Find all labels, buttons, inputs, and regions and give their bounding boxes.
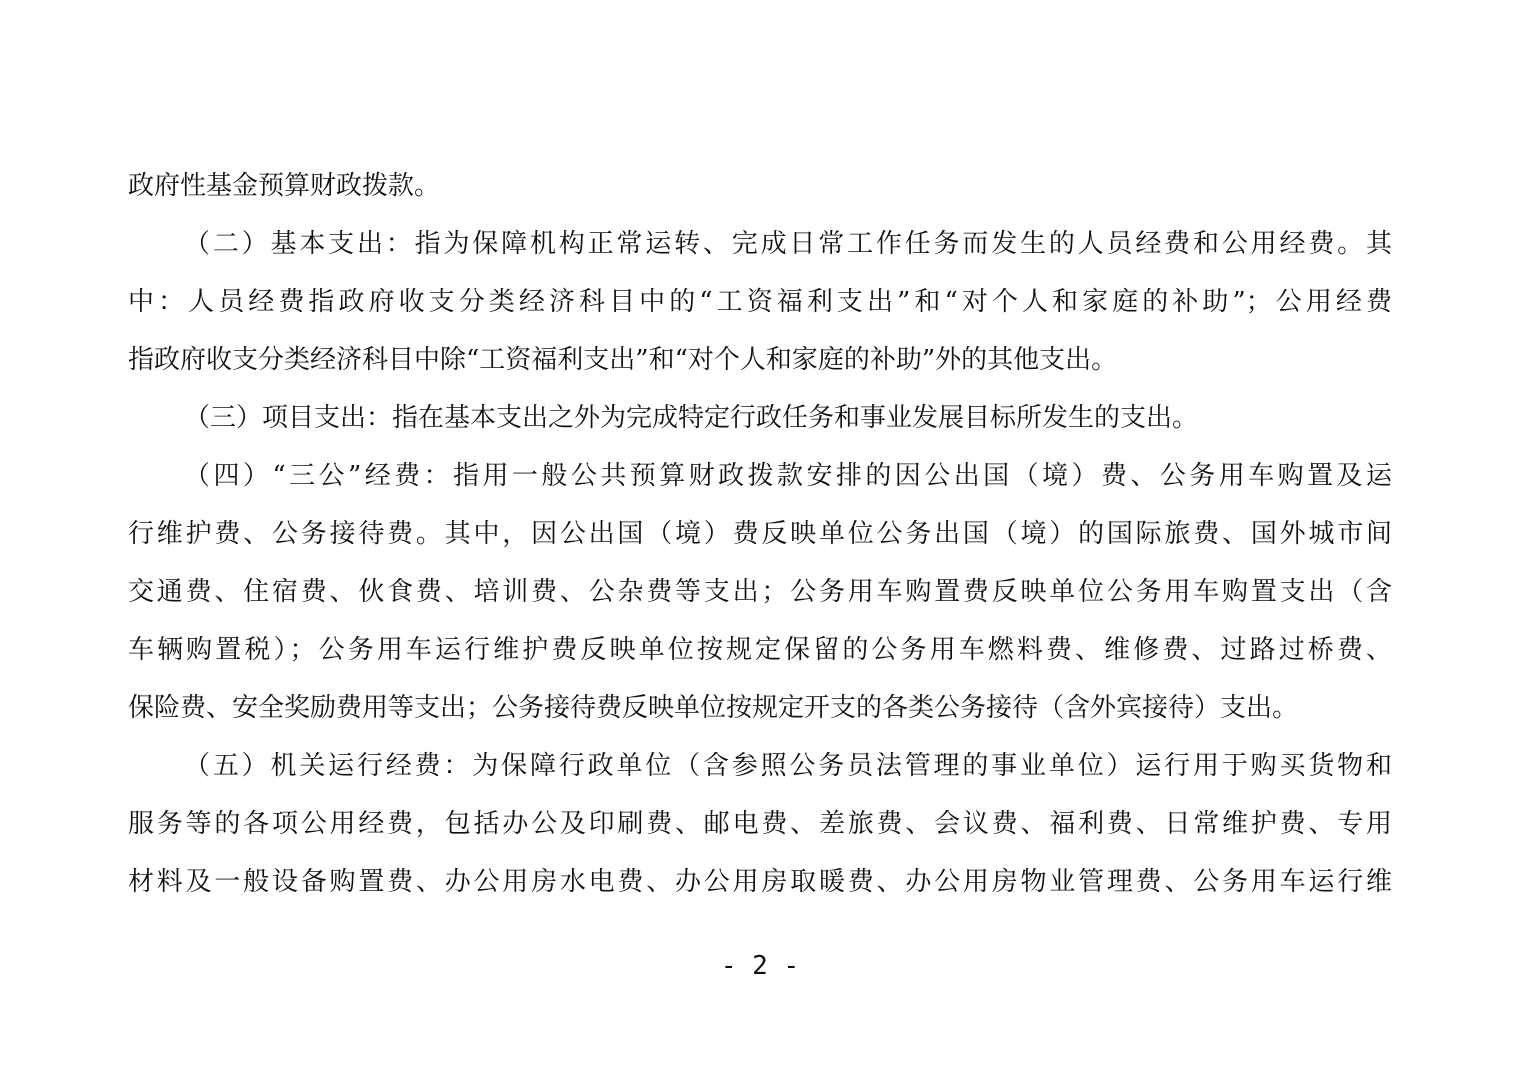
- paragraph-project-expenditure: （三）项目支出：指在基本支出之外为完成特定行政任务和事业发展目标所发生的支出。: [184, 403, 1199, 433]
- document-body: [128, 157, 1392, 911]
- paragraph-three-public-expenses: （四）“三公”经费：指用一般公共预算财政拨款安排的因公出国（境）费、公务用车购置及运: [184, 461, 1392, 491]
- page-number: - 2 -: [720, 951, 800, 981]
- text-line: 车辆购置税）；公务用车运行维护费反映单位按规定保留的公务用车燃料费、维修费、过路过桥费、: [128, 635, 1392, 665]
- text-line-continuation: 政府性基金预算财政拨款。: [128, 171, 441, 201]
- text-line: 材料及一般设备购置费、办公用房水电费、办公用房取暖费、办公用房物业管理费、公务用车运行维: [128, 867, 1392, 897]
- text-line: 服务等的各项公用经费，包括办公及印刷费、邮电费、差旅费、会议费、福利费、日常维护费、专用: [128, 809, 1392, 839]
- text-line: 保险费、安全奖励费用等支出；公务接待费反映单位按规定开支的各类公务接待（含外宾接待）支出。: [128, 693, 1299, 723]
- text-line: 指政府收支分类经济科目中除“工资福利支出”和“对个人和家庭的补助”外的其他支出。: [128, 345, 1118, 375]
- text-line: 行维护费、公务接待费。其中，因公出国（境）费反映单位公务出国（境）的国际旅费、国外城市间: [128, 519, 1392, 549]
- text-line: 交通费、住宿费、伙食费、培训费、公杂费等支出；公务用车购置费反映单位公务用车购置支出（含: [128, 577, 1392, 607]
- paragraph-agency-operating-expenses: （五）机关运行经费：为保障行政单位（含参照公务员法管理的事业单位）运行用于购买货物和: [184, 751, 1392, 781]
- paragraph-basic-expenditure: （二）基本支出：指为保障机构正常运转、完成日常工作任务而发生的人员经费和公用经费。其: [184, 229, 1392, 259]
- text-line: 中：人员经费指政府收支分类经济科目中的“工资福利支出”和“对个人和家庭的补助”；公用经费: [128, 287, 1392, 317]
